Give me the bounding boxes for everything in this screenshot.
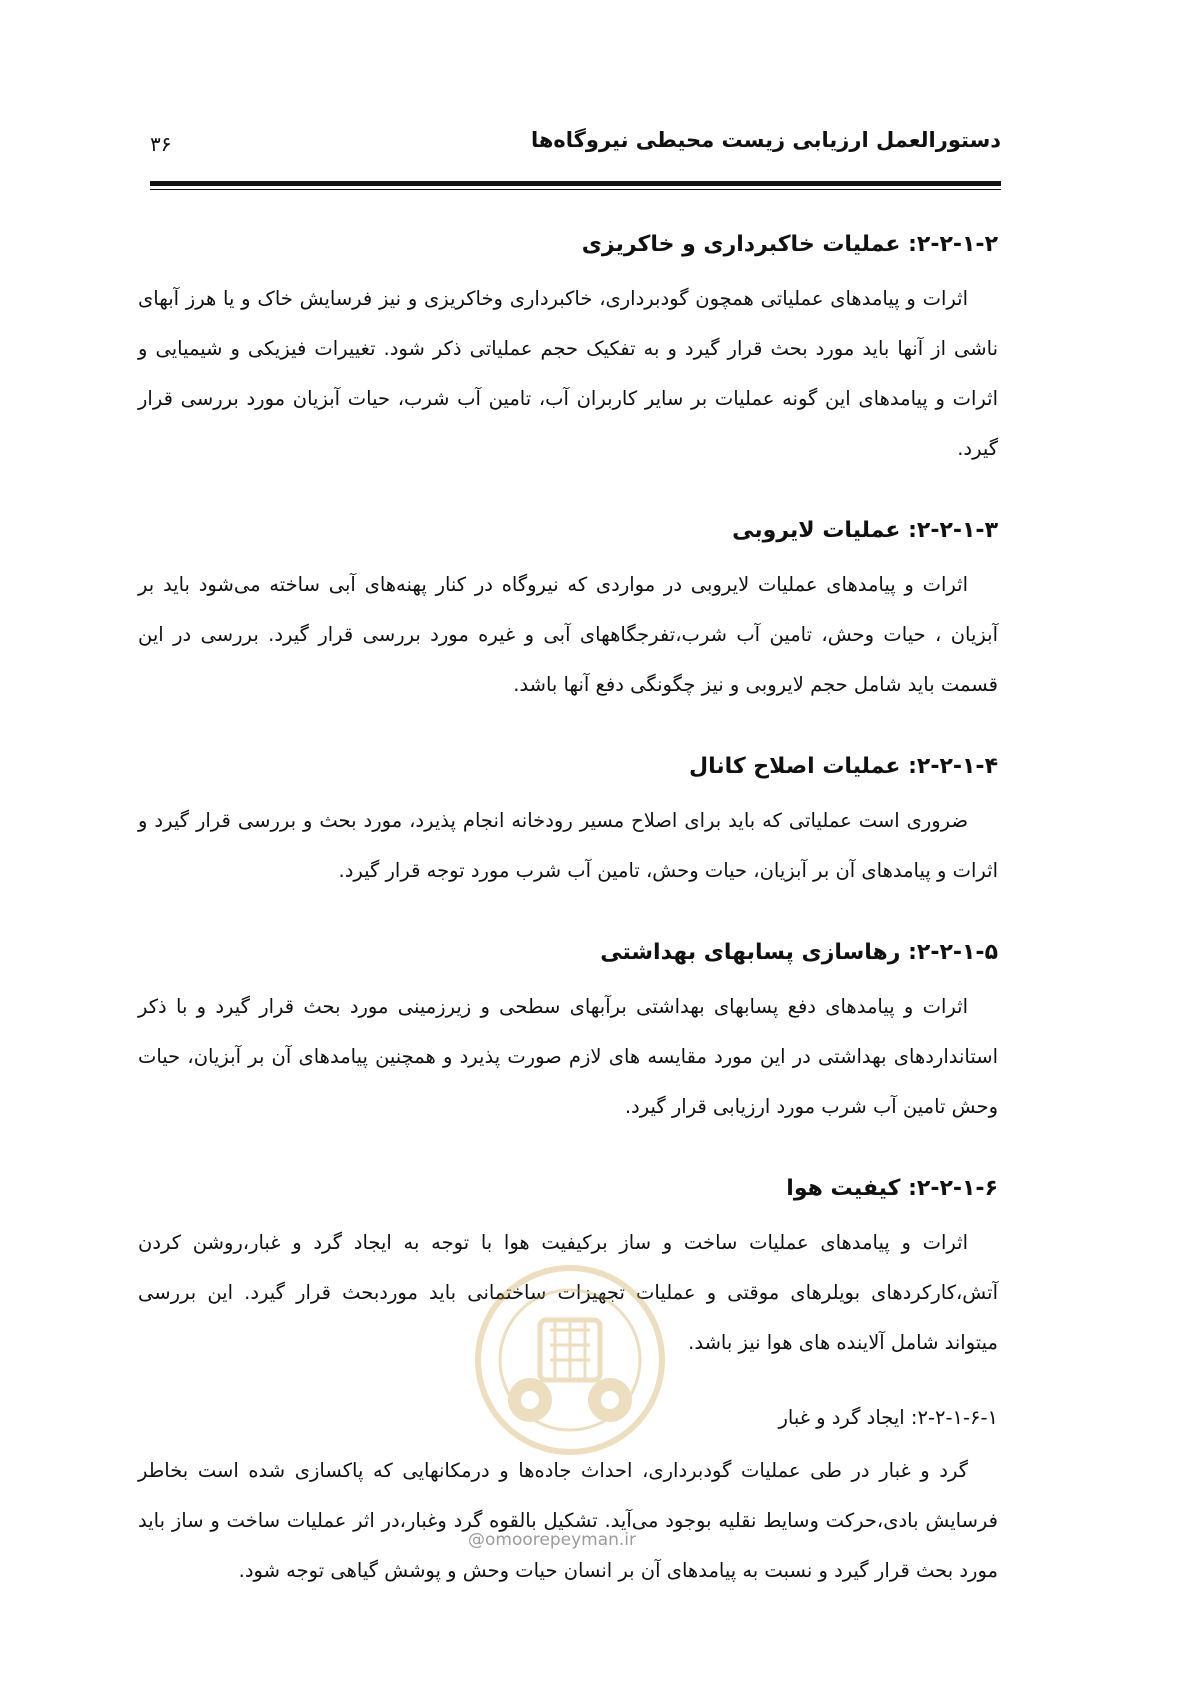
section-channel-modification [138,750,998,896]
section-heading: ۲-۲-۱-۶: کیفیت هوا [786,1176,998,1201]
section-heading: ۲-۲-۱-۲: عملیات خاکبرداری و خاکریزی [581,232,998,257]
page-number: ۳۶ [150,132,172,156]
body-content [138,228,998,1636]
paragraph: ضروری است عملیاتی که باید برای اصلاح مسیر رودخانه انجام پذیرد، مورد بحث و بررسی قرار گیرد و اثرات و پیامدهای آن بر آبزیان، حیات وحش، تامین آب شرب مورد توجه قرار گیرد. [138,809,998,882]
subsection-heading: ۲-۲-۱-۶-۱: ایجاد گرد و غبار [778,1406,998,1429]
section-heading: ۲-۲-۱-۵: رهاسازی پسابهای بهداشتی [600,940,998,965]
section-heading: ۲-۲-۱-۳: عملیات لایروبی [732,518,998,543]
section-dredging [138,514,998,710]
paragraph: اثرات و پیامدهای عملیات لایروبی در مواردی که نیروگاه در کنار پهنه‌های آبی ساخته می‌شود باید بر آبزیان ، حیات وحش، تامین آب شرب،تفرجگاههای آبی و غیره مورد بررسی قرار گیرد. بررسی در این قسمت باید شامل حجم لایروبی و نیز چگونگی دفع آنها باشد. [138,573,998,696]
section-earthworks [138,228,998,474]
section-sanitary-effluent [138,936,998,1132]
header-rule-thin [150,189,1001,190]
running-header [150,128,1001,168]
paragraph: گرد و غبار در طی عملیات گودبرداری، احداث جاده‌ها و درمکانهایی که پاکسازی شده است بخاطر فرسایش بادی،حرکت وسایط نقلیه بوجود می‌آید. تشکیل بالقوه گرد وغبار،در اثر عملیات ساخت و ساز باید مورد بحث قرار گیرد و نسبت به پیامدهای آن بر انسان حیات وحش و پوشش گیاهی توجه شود. [138,1459,998,1582]
section-heading: ۲-۲-۱-۴: عملیات اصلاح کانال [688,754,998,779]
paragraph: اثرات و پیامدهای دفع پسابهای بهداشتی برآبهای سطحی و زیرزمینی مورد بحث قرار گیرد و با ذکر استانداردهای بهداشتی در این مورد مقایسه های لازم صورت پذیرد و همچنین پیامدهای آن بر آبزیان، حیات وحش تامین آب شرب مورد ارزیابی قرار گیرد. [138,995,998,1118]
header-title: دستورالعمل ارزیابی زیست محیطی نیروگاه‌ها [530,128,1001,152]
header-rule-thick [150,181,1001,186]
paragraph: اثرات و پیامدهای عملیاتی همچون گودبرداری، خاکبرداری وخاکریزی و نیز فرسایش خاک و یا هرز آبهای ناشی از آنها باید مورد بحث قرار گیرد و به تفکیک حجم عملیاتی ذکر شود. تغییرات فیزیکی و شیمیایی و اثرات و پیامدهای این گونه عملیات بر سایر کاربران آب، تامین آب شرب، حیات آبزیان مورد بررسی قرار گیرد. [138,287,998,460]
watermark-url: @omoorepeyman.ir [468,1530,637,1550]
paragraph: اثرات و پیامدهای عملیات ساخت و ساز برکیفیت هوا با توجه به ایجاد گرد و غبار،روشن کردن آتش،کارکردهای بویلرهای موقتی و عملیات تجهیزات ساختمانی باید موردبحث قرار گیرد. این بررسی میتواند شامل آلاینده های هوا نیز باشد. [138,1231,998,1354]
